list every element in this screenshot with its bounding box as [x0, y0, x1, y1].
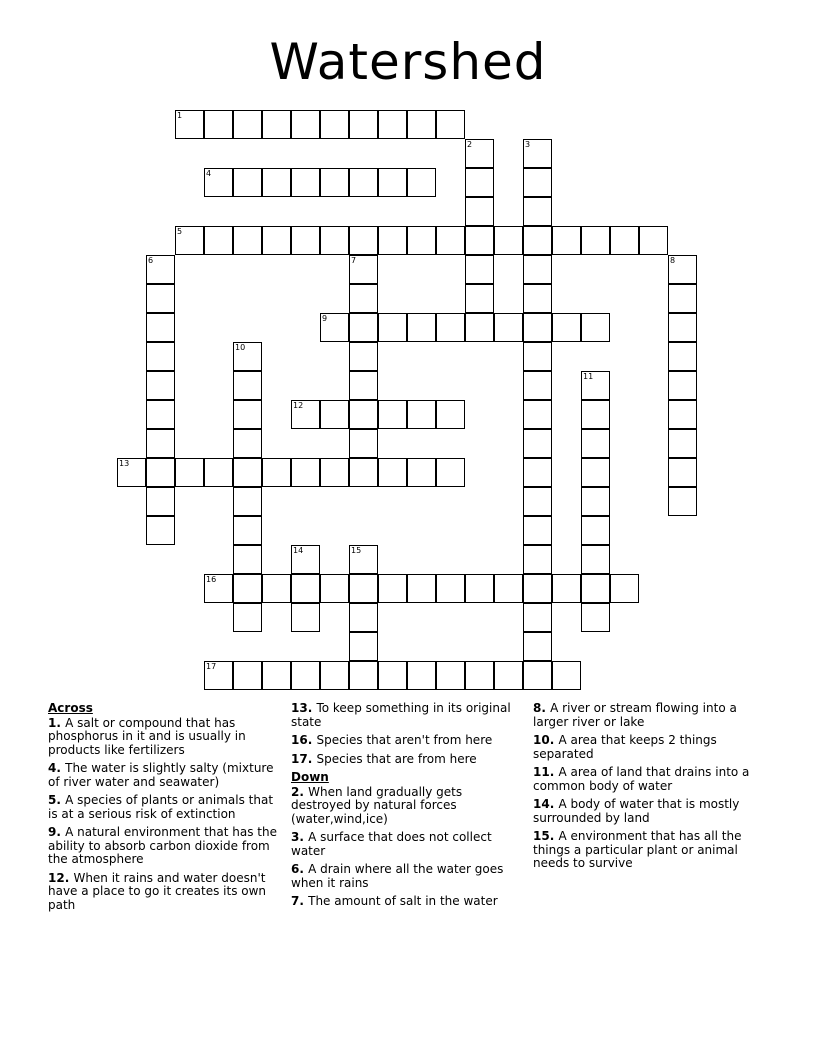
clue-number: 5	[177, 227, 183, 236]
grid-cell[interactable]	[349, 603, 378, 632]
clue-number: 7	[351, 256, 357, 265]
clue-across-5: 5. A species of plants or animals that is at a serious risk of extinction	[48, 793, 274, 821]
grid-cell[interactable]	[233, 226, 262, 255]
grid-cell[interactable]	[291, 458, 320, 487]
grid-cell[interactable]	[349, 661, 378, 690]
grid-cell[interactable]	[320, 313, 349, 342]
clue-text: A drain where all the water goes when it rains	[291, 862, 504, 890]
grid-cell[interactable]	[407, 661, 436, 690]
grid-cell[interactable]	[581, 603, 610, 632]
grid-cell[interactable]	[175, 110, 204, 139]
grid-cell[interactable]	[436, 458, 465, 487]
clue-number-label: 2	[291, 784, 300, 799]
grid-cell[interactable]	[523, 632, 552, 661]
grid-cell[interactable]	[494, 574, 523, 603]
grid-cell[interactable]	[523, 487, 552, 516]
grid-cell[interactable]	[262, 110, 291, 139]
grid-cell[interactable]	[523, 226, 552, 255]
grid-cell[interactable]	[146, 458, 175, 487]
grid-cell[interactable]	[465, 255, 494, 284]
grid-cell[interactable]	[465, 574, 494, 603]
grid-cell[interactable]	[552, 574, 581, 603]
grid-cell[interactable]	[407, 400, 436, 429]
grid-cell[interactable]	[320, 400, 349, 429]
grid-cell[interactable]	[204, 661, 233, 690]
grid-cell[interactable]	[378, 313, 407, 342]
clue-number: 14	[293, 546, 304, 555]
grid-cell[interactable]	[523, 197, 552, 226]
grid-cell[interactable]	[349, 255, 378, 284]
grid-cell[interactable]	[494, 226, 523, 255]
clue-down-14: 14. A body of water that is mostly surrounded by land	[533, 797, 740, 825]
grid-cell[interactable]	[349, 545, 378, 574]
grid-cell[interactable]	[610, 574, 639, 603]
grid-cell[interactable]	[378, 400, 407, 429]
grid-cell[interactable]	[436, 313, 465, 342]
clue-across-12: 12. When it rains and water doesn't have a place to go it creates its own path	[48, 870, 267, 912]
grid-cell[interactable]	[146, 284, 175, 313]
grid-cell[interactable]	[349, 371, 378, 400]
clue-number: 8	[670, 256, 676, 265]
clue-text: When it rains and water doesn't have a place to go it creates its own path	[48, 870, 267, 912]
grid-cell[interactable]	[668, 284, 697, 313]
grid-cell[interactable]	[320, 110, 349, 139]
grid-cell[interactable]	[668, 255, 697, 284]
grid-cell[interactable]	[523, 313, 552, 342]
clues-column-1	[48, 702, 280, 917]
grid-cell[interactable]	[146, 487, 175, 516]
clue-down-10: 10. A area that keeps 2 things separated	[533, 733, 717, 761]
clue-text: A surface that does not collect water	[291, 830, 492, 858]
grid-cell[interactable]	[233, 516, 262, 545]
grid-cell[interactable]	[581, 458, 610, 487]
clue-across-1: 1. A salt or compound that has phosphorus in it and is usually in products like fertilizers	[48, 715, 246, 757]
clue-number-label: 1	[48, 715, 57, 730]
grid-cell[interactable]	[581, 313, 610, 342]
clue-number: 3	[525, 140, 531, 149]
grid-cell[interactable]	[407, 226, 436, 255]
clue-number: 4	[206, 169, 212, 178]
grid-cell[interactable]	[610, 226, 639, 255]
clue-number: 15	[351, 546, 362, 555]
clue-down-15: 15. A environment that has all the things a particular plant or animal needs to survive	[533, 829, 742, 870]
grid-cell[interactable]	[436, 226, 465, 255]
grid-cell[interactable]	[349, 313, 378, 342]
grid-cell[interactable]	[523, 168, 552, 197]
grid-cell[interactable]	[117, 458, 146, 487]
clue-number-label: 4	[48, 761, 57, 775]
grid-cell[interactable]	[291, 110, 320, 139]
grid-cell[interactable]	[465, 226, 494, 255]
grid-cell[interactable]	[523, 139, 552, 168]
grid-cell[interactable]	[465, 313, 494, 342]
clue-number-label: 17	[291, 751, 308, 766]
clue-number-label: 16	[291, 733, 308, 747]
grid-cell[interactable]	[523, 516, 552, 545]
grid-cell[interactable]	[523, 603, 552, 632]
grid-cell[interactable]	[204, 574, 233, 603]
grid-cell[interactable]	[465, 139, 494, 168]
grid-cell[interactable]	[349, 110, 378, 139]
grid-cell[interactable]	[523, 458, 552, 487]
grid-cell[interactable]	[378, 458, 407, 487]
grid-cell[interactable]	[436, 661, 465, 690]
clue-number-label: 3	[291, 830, 300, 844]
grid-cell[interactable]	[523, 371, 552, 400]
grid-cell[interactable]	[465, 168, 494, 197]
grid-cell[interactable]	[233, 400, 262, 429]
grid-cell[interactable]	[320, 661, 349, 690]
grid-cell[interactable]	[349, 429, 378, 458]
grid-cell[interactable]	[291, 400, 320, 429]
grid-cell[interactable]	[465, 197, 494, 226]
grid-cell[interactable]	[581, 226, 610, 255]
grid-cell[interactable]	[262, 226, 291, 255]
grid-cell[interactable]	[146, 255, 175, 284]
clue-down-6: 6. A drain where all the water goes when it rains	[291, 862, 504, 890]
grid-cell[interactable]	[436, 400, 465, 429]
grid-cell[interactable]	[378, 661, 407, 690]
grid-cell[interactable]	[436, 574, 465, 603]
grid-cell[interactable]	[146, 313, 175, 342]
clue-down-8: 8. A river or stream flowing into a larger river or lake	[533, 701, 737, 729]
grid-cell[interactable]	[378, 226, 407, 255]
clue-across-4: 4. The water is slightly salty (mixture of river water and seawater)	[48, 761, 274, 789]
grid-cell[interactable]	[552, 313, 581, 342]
grid-cell[interactable]	[204, 168, 233, 197]
clue-number-label: 8	[533, 701, 542, 715]
clue-across-16: 16. Species that aren't from here	[291, 733, 493, 747]
clue-number: 9	[322, 314, 328, 323]
clue-down-11: 11. A area of land that drains into a common body of water	[533, 765, 750, 793]
clue-number: 13	[119, 459, 130, 468]
grid-cell[interactable]	[320, 226, 349, 255]
grid-cell[interactable]	[581, 429, 610, 458]
clues-column-3	[533, 702, 765, 876]
clue-text: A area that keeps 2 things separated	[533, 733, 717, 761]
grid-cell[interactable]	[262, 574, 291, 603]
clue-text: A species of plants or animals that is at a serious risk of extinction	[48, 793, 274, 821]
grid-cell[interactable]	[407, 313, 436, 342]
clue-number: 16	[206, 575, 217, 584]
grid-cell[interactable]	[349, 400, 378, 429]
grid-cell[interactable]	[233, 603, 262, 632]
grid-cell[interactable]	[581, 574, 610, 603]
grid-cell[interactable]	[581, 487, 610, 516]
grid-cell[interactable]	[291, 661, 320, 690]
clue-number: 6	[148, 256, 154, 265]
clue-number-label: 12	[48, 870, 65, 885]
clue-number-label: 5	[48, 793, 57, 807]
grid-cell[interactable]	[494, 661, 523, 690]
grid-cell[interactable]	[552, 226, 581, 255]
grid-cell[interactable]	[523, 284, 552, 313]
grid-cell[interactable]	[378, 574, 407, 603]
grid-cell[interactable]	[465, 284, 494, 313]
grid-cell[interactable]	[349, 168, 378, 197]
grid-cell[interactable]	[378, 110, 407, 139]
clue-number-label: 13	[291, 701, 308, 715]
grid-cell[interactable]	[204, 110, 233, 139]
grid-cell[interactable]	[233, 458, 262, 487]
clue-number-label: 6	[291, 862, 300, 876]
grid-cell[interactable]	[349, 632, 378, 661]
grid-cell[interactable]	[291, 545, 320, 574]
clue-text: To keep something in its original state	[291, 701, 511, 729]
grid-cell[interactable]	[146, 516, 175, 545]
grid-cell[interactable]	[494, 313, 523, 342]
grid-cell[interactable]	[668, 458, 697, 487]
grid-cell[interactable]	[581, 545, 610, 574]
clue-number-label: 9	[48, 825, 57, 839]
clue-down-2: 2. When land gradually gets destroyed by natural forces (water,wind,ice)	[291, 784, 463, 826]
grid-cell[interactable]	[320, 168, 349, 197]
grid-cell[interactable]	[523, 545, 552, 574]
grid-cell[interactable]	[175, 458, 204, 487]
clue-number: 2	[467, 140, 473, 149]
across-heading: Across	[48, 701, 93, 715]
grid-cell[interactable]	[581, 400, 610, 429]
page-title: Watershed	[269, 33, 547, 91]
grid-cell[interactable]	[349, 574, 378, 603]
grid-cell[interactable]	[523, 342, 552, 371]
grid-cell[interactable]	[523, 574, 552, 603]
grid-cell[interactable]	[233, 110, 262, 139]
grid-cell[interactable]	[523, 661, 552, 690]
grid-cell[interactable]	[233, 371, 262, 400]
grid-cell[interactable]	[436, 110, 465, 139]
grid-cell[interactable]	[291, 603, 320, 632]
clue-number: 17	[206, 662, 217, 671]
clue-across-13: 13. To keep something in its original state	[291, 701, 511, 729]
grid-cell[interactable]	[523, 255, 552, 284]
grid-cell[interactable]	[349, 284, 378, 313]
grid-cell[interactable]	[146, 429, 175, 458]
clue-text: The water is slightly salty (mixture of river water and seawater)	[48, 761, 274, 789]
grid-cell[interactable]	[146, 342, 175, 371]
grid-cell[interactable]	[407, 168, 436, 197]
grid-cell[interactable]	[639, 226, 668, 255]
clue-across-17: 17. Species that are from here	[291, 751, 477, 766]
clue-number: 1	[177, 111, 183, 120]
clue-text: A body of water that is mostly surrounded by land	[533, 797, 740, 825]
grid-cell[interactable]	[523, 429, 552, 458]
grid-cell[interactable]	[233, 661, 262, 690]
down-heading: Down	[291, 770, 329, 784]
grid-cell[interactable]	[349, 226, 378, 255]
grid-cell[interactable]	[668, 313, 697, 342]
grid-cell[interactable]	[407, 458, 436, 487]
grid-cell[interactable]	[668, 400, 697, 429]
grid-cell[interactable]	[262, 661, 291, 690]
grid-cell[interactable]	[262, 168, 291, 197]
clue-text: The amount of salt in the water	[308, 894, 498, 908]
clue-number: 12	[293, 401, 304, 410]
clue-text: A natural environment that has the ability to absorb carbon dioxide from the atmosphere	[48, 825, 277, 866]
grid-cell[interactable]	[668, 342, 697, 371]
clue-across-9: 9. A natural environment that has the ability to absorb carbon dioxide from the atmosphere	[48, 825, 277, 866]
grid-cell[interactable]	[233, 429, 262, 458]
grid-cell[interactable]	[378, 168, 407, 197]
clue-text: A environment that has all the things a particular plant or animal needs to survive	[533, 829, 742, 870]
clue-text: A river or stream flowing into a larger river or lake	[533, 701, 737, 729]
clue-number-label: 15	[533, 829, 550, 843]
clue-text: When land gradually gets destroyed by natural forces (water,wind,ice)	[291, 784, 463, 826]
clue-number: 10	[235, 343, 246, 352]
clue-number-label: 7	[291, 894, 300, 908]
clue-down-3: 3. A surface that does not collect water	[291, 830, 492, 858]
grid-cell[interactable]	[668, 371, 697, 400]
grid-cell[interactable]	[204, 226, 233, 255]
clue-text: Species that aren't from here	[316, 733, 493, 747]
grid-cell[interactable]	[233, 545, 262, 574]
clue-number: 11	[583, 372, 594, 381]
grid-cell[interactable]	[349, 458, 378, 487]
grid-cell[interactable]	[233, 342, 262, 371]
clue-number-label: 11	[533, 765, 550, 779]
clue-text: Species that are from here	[316, 751, 477, 766]
grid-cell[interactable]	[581, 371, 610, 400]
grid-cell[interactable]	[320, 458, 349, 487]
grid-cell[interactable]	[291, 226, 320, 255]
clues-column-2	[291, 702, 523, 914]
clue-down-7: 7. The amount of salt in the water	[291, 894, 498, 908]
grid-cell[interactable]	[262, 458, 291, 487]
grid-cell[interactable]	[233, 574, 262, 603]
grid-cell[interactable]	[320, 574, 349, 603]
grid-cell[interactable]	[349, 342, 378, 371]
clue-number-label: 10	[533, 733, 550, 747]
grid-cell[interactable]	[146, 371, 175, 400]
grid-cell[interactable]	[465, 661, 494, 690]
grid-cell[interactable]	[407, 574, 436, 603]
grid-cell[interactable]	[204, 458, 233, 487]
grid-cell[interactable]	[407, 110, 436, 139]
grid-cell[interactable]	[175, 226, 204, 255]
clue-number-label: 14	[533, 797, 550, 811]
grid-cell[interactable]	[233, 168, 262, 197]
grid-cell[interactable]	[146, 400, 175, 429]
grid-cell[interactable]	[581, 516, 610, 545]
clue-text: A area of land that drains into a common body of water	[533, 765, 750, 793]
grid-cell[interactable]	[523, 400, 552, 429]
grid-cell[interactable]	[668, 487, 697, 516]
clue-text: A salt or compound that has phosphorus in it and is usually in products like fertilizers	[48, 715, 246, 757]
grid-cell[interactable]	[291, 168, 320, 197]
grid-cell[interactable]	[291, 574, 320, 603]
grid-cell[interactable]	[668, 429, 697, 458]
grid-cell[interactable]	[233, 487, 262, 516]
grid-cell[interactable]	[552, 661, 581, 690]
